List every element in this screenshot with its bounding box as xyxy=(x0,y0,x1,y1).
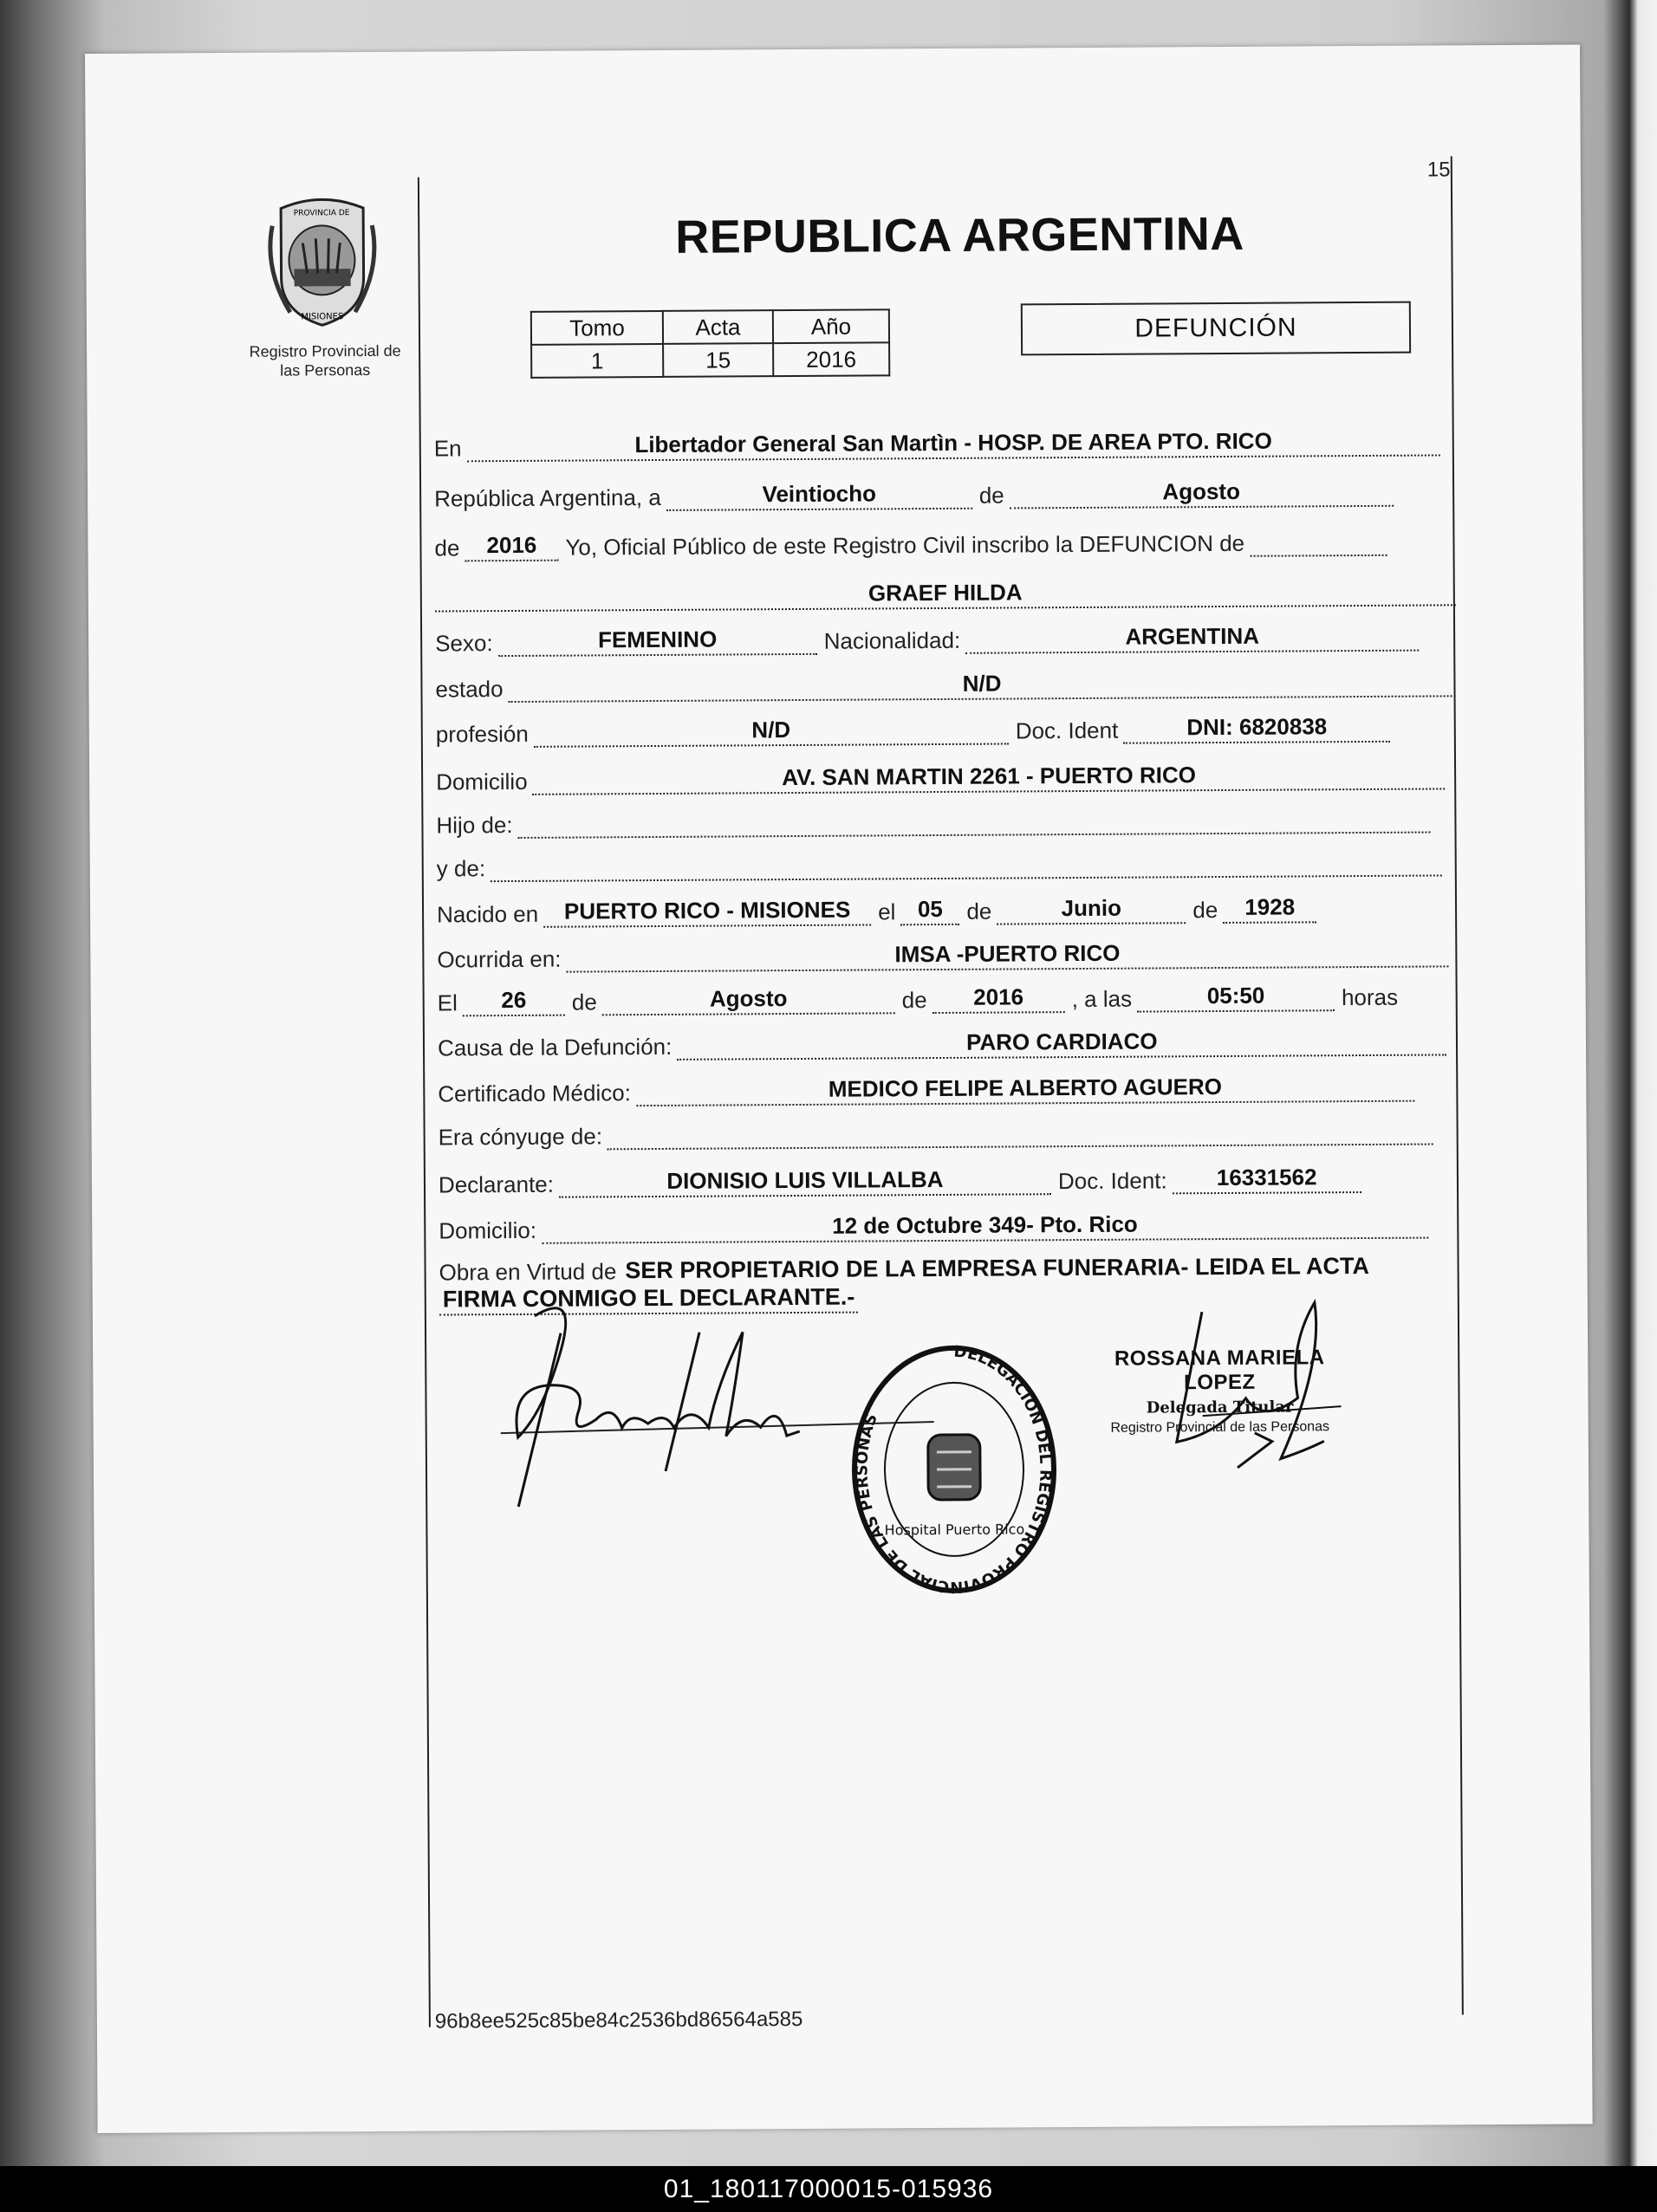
declarante-label: Declarante: xyxy=(438,1171,555,1198)
year-value: 2016 xyxy=(465,532,558,562)
row-and-of xyxy=(437,849,1450,882)
row-civil-status xyxy=(435,667,1462,703)
death-day-value: 26 xyxy=(463,987,565,1017)
day-words-value: Veintiocho xyxy=(666,480,972,511)
row-spouse xyxy=(439,1118,1441,1151)
hijo-value xyxy=(518,830,1431,839)
ocurrida-value: IMSA -PUERTO RICO xyxy=(566,937,1448,972)
left-margin-rule xyxy=(418,178,431,2027)
death-month-value: Agosto xyxy=(602,984,895,1015)
document-type-box: DEFUNCIÓN xyxy=(1021,302,1411,356)
de-label-1: de xyxy=(978,482,1004,509)
row-year-officer xyxy=(434,527,1394,562)
de-label-2: de xyxy=(434,535,460,561)
sexo-value: FEMENINO xyxy=(498,626,817,657)
row-declarant-address xyxy=(439,1210,1435,1245)
en-label: En xyxy=(433,435,462,462)
footer-id-bar: 01_180117000015-015936 xyxy=(0,2166,1657,2212)
obra-value-line2: FIRMA CONMIGO EL DECLARANTE.- xyxy=(439,1284,859,1316)
ocurrida-label: Ocurrida en: xyxy=(437,945,562,973)
causa-value: PARO CARDIACO xyxy=(677,1026,1446,1060)
birth-day-value: 05 xyxy=(900,896,959,925)
death-time-value: 05:50 xyxy=(1137,982,1335,1012)
republica-label: República Argentina, a xyxy=(434,483,661,512)
svg-text:MISIONES: MISIONES xyxy=(301,312,344,322)
place-value: Libertador General San Martìn - HOSP. DE AREA PTO. RICO xyxy=(466,426,1439,462)
page-number: 15 xyxy=(1426,158,1451,182)
de-label-6: de xyxy=(901,987,927,1014)
domicilio2-value: 12 de Octubre 349- Pto. Rico xyxy=(542,1210,1428,1244)
certificado-label: Certificado Médico: xyxy=(438,1080,631,1107)
row-place xyxy=(434,426,1447,462)
tomo-value: 1 xyxy=(531,344,663,378)
misiones-seal-logo xyxy=(263,191,381,330)
month-value: Agosto xyxy=(1010,477,1394,509)
domicilio-value: AV. SAN MARTIN 2261 - PUERTO RICO xyxy=(532,760,1445,795)
acta-value: 15 xyxy=(663,343,773,377)
birth-year-value: 1928 xyxy=(1223,893,1316,924)
officer-blank xyxy=(1250,553,1387,557)
official-signature xyxy=(1150,1294,1377,1521)
row-profession-doc xyxy=(436,713,1398,749)
right-margin-rule xyxy=(1451,156,1464,2014)
conyuge-value xyxy=(608,1142,1433,1151)
row-birth xyxy=(437,893,1323,928)
profesion-value: N/D xyxy=(534,716,1009,748)
tomo-header: Tomo xyxy=(531,311,663,345)
row-address xyxy=(436,760,1452,795)
el-label: el xyxy=(878,898,896,925)
official-org: Registro Provincial de las Personas xyxy=(1110,1419,1330,1436)
row-child-of xyxy=(436,806,1437,839)
horas-label: horas xyxy=(1341,983,1399,1011)
obra-value-line1: SER PROPIETARIO DE LA EMPRESA FUNERARIA- LEIDA EL ACTA xyxy=(625,1252,1369,1284)
ano-header: Año xyxy=(773,309,889,343)
registry-caption xyxy=(234,341,416,380)
stamp-inner-text: Hospital Puerto Rico xyxy=(884,1521,1025,1539)
sexo-label: Sexo: xyxy=(435,630,493,657)
yde-value xyxy=(491,872,1442,882)
death-certificate-sheet xyxy=(85,44,1593,2132)
row-cause xyxy=(438,1026,1453,1061)
caption-line-2: las Personas xyxy=(280,360,371,379)
death-year-value: 2016 xyxy=(932,983,1065,1014)
de-label-5: de xyxy=(571,989,597,1015)
domicilio2-label: Domicilio: xyxy=(439,1216,537,1244)
de-label-3: de xyxy=(966,898,992,924)
document-hash: 96b8ee525c85be84c2536bd86564a585 xyxy=(434,2007,803,2034)
stamp-ring-text: DELEGACION DEL REGISTRO PROVINCIAL DE LAS PERSONAS xyxy=(853,1342,1055,1597)
obra-label: Obra en Virtud de xyxy=(439,1258,617,1286)
svg-text:PROVINCIA DE: PROVINCIA DE xyxy=(293,209,350,218)
official-name: ROSSANA MARIELA LOPEZ xyxy=(1114,1346,1325,1395)
ano-value: 2016 xyxy=(773,342,889,376)
official-role: Delegada Titular xyxy=(1146,1398,1294,1417)
officer-statement: Yo, Oficial Público de este Registro Civil inscribo la DEFUNCION de xyxy=(565,529,1245,561)
row-sex-nationality xyxy=(435,622,1426,658)
row-certificate xyxy=(438,1073,1421,1108)
domicilio-label: Domicilio xyxy=(436,768,528,795)
estado-label: estado xyxy=(435,676,504,703)
certificado-value: MEDICO FELIPE ALBERTO AGUERO xyxy=(636,1073,1414,1106)
conyuge-label: Era cónyuge de: xyxy=(438,1123,603,1151)
row-occurred-at xyxy=(437,937,1455,973)
row-date xyxy=(434,477,1400,513)
registry-stamp xyxy=(845,1339,1063,1600)
causa-label: Causa de la Defunción: xyxy=(437,1033,673,1061)
birthplace-value: PUERTO RICO - MISIONES xyxy=(543,896,871,927)
row-deceased-name xyxy=(435,576,1463,612)
yde-label: y de: xyxy=(436,855,486,882)
nacionalidad-value: ARGENTINA xyxy=(965,622,1419,654)
estado-value: N/D xyxy=(508,667,1455,703)
alas-label: , a las xyxy=(1071,985,1133,1013)
doc-ident-value: DNI: 6820838 xyxy=(1123,713,1390,744)
doc-ident2-label: Doc. Ident: xyxy=(1057,1167,1167,1195)
profesion-label: profesión xyxy=(435,720,529,748)
document-title: REPUBLICA ARGENTINA xyxy=(675,207,1244,263)
nacionalidad-label: Nacionalidad: xyxy=(823,626,961,654)
row-death-date xyxy=(438,982,1404,1017)
doc-ident2-value: 16331562 xyxy=(1173,1164,1361,1194)
row-declarant xyxy=(439,1164,1368,1199)
el2-label: El xyxy=(437,989,458,1016)
deceased-name-value: GRAEF HILDA xyxy=(435,576,1456,612)
birth-month-value: Junio xyxy=(997,894,1186,924)
nacido-label: Nacido en xyxy=(436,900,539,928)
doc-ident-label: Doc. Ident xyxy=(1015,717,1119,744)
hijo-label: Hijo de: xyxy=(436,812,513,839)
de-label-4: de xyxy=(1192,897,1218,924)
caption-line-1: Registro Provincial de xyxy=(249,341,401,360)
declarante-value: DIONISIO LUIS VILLALBA xyxy=(559,1165,1051,1197)
acta-header: Acta xyxy=(663,310,773,344)
registry-table xyxy=(530,308,890,379)
